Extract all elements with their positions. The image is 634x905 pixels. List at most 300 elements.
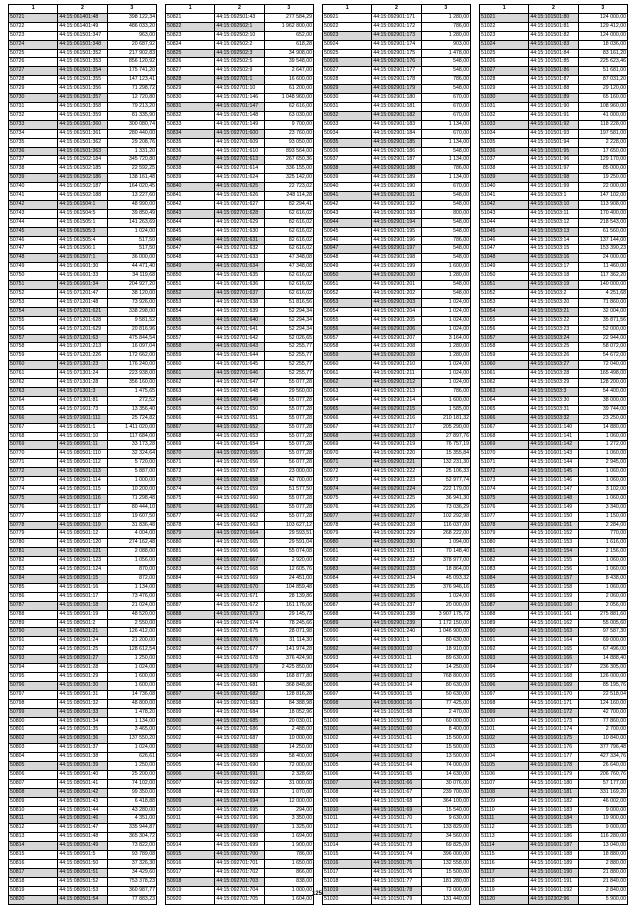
value-amount: 870,00 [107,566,156,575]
value-amount: 14 630,00 [421,770,470,779]
table-row [480,708,628,717]
entry-number: 50745 [9,227,58,236]
value-amount: 1 000,00 [107,477,156,486]
value-amount: 164 020,45 [107,183,156,192]
entry-number: 51034 [480,129,529,138]
table-row [323,583,471,592]
value-amount: 1 411 020,00 [107,423,156,432]
table-row [323,450,471,459]
entry-number: 51008 [323,788,372,797]
table-row [166,370,314,379]
entry-number: 50875 [166,494,215,503]
parcel-number: 44:15:101601:152 [529,530,578,539]
parcel-number: 44:15:092901:236 [372,592,421,601]
entry-number: 50926 [323,58,372,67]
value-amount: 62 616,02 [264,272,313,281]
entry-number: 50835 [166,138,215,147]
value-amount: 80 630,00 [421,637,470,646]
table-row [166,592,314,601]
table-row [166,254,314,263]
value-amount: 8 438,00 [578,575,627,584]
parcel-number: 44:15:092701:640 [215,316,264,325]
entry-number: 50892 [166,646,215,655]
parcel-number: 44:15:080501:42 [58,788,107,797]
entry-number: 50848 [166,254,215,263]
value-amount: 903,00 [421,40,470,49]
value-amount: 1 600,00 [421,263,470,272]
table-row [480,209,628,218]
table-row [480,405,628,414]
entry-number: 50839 [166,174,215,183]
entry-number: 50921 [323,13,372,22]
table-row [9,503,157,512]
parcel-number: 44:15:092901:209 [372,352,421,361]
table-row [166,672,314,681]
parcel-number: 44:15:101601:190 [529,868,578,877]
parcel-number: 44:15:101601:169 [529,681,578,690]
parcel-number: 44:15:101501:58 [372,708,421,717]
value-amount: 1 000,00 [264,886,313,895]
parcel-number: 44:15:080501:123 [58,557,107,566]
entry-number: 51099 [480,708,529,717]
entry-number: 50898 [166,699,215,708]
entry-number: 51079 [480,530,529,539]
parcel-number: 44:15:101501:99 [529,183,578,192]
value-amount: 52 294,34 [264,316,313,325]
entry-number: 50987 [323,601,372,610]
entry-number: 51100 [480,717,529,726]
value-amount: 89 630,00 [421,655,470,664]
table-row [9,797,157,806]
table-row [480,477,628,486]
parcel-number: 44:15:092901:195 [372,227,421,236]
parcel-number: 44:15:101601:156 [529,566,578,575]
parcel-number: 44:15:101503:12 [529,218,578,227]
parcel-number: 44:15:080501:118 [58,512,107,521]
parcel-number: 44:15:080501:53 [58,886,107,895]
value-amount: 753 378,23 [107,877,156,886]
parcel-number: 44:15:092701:688 [215,744,264,753]
entry-number: 50838 [166,165,215,174]
table-row [166,334,314,343]
value-amount: 1 056,00 [107,557,156,566]
value-amount: 41 000,00 [578,111,627,120]
entry-number: 50741 [9,192,58,201]
parcel-number: 44:15:092701:699 [215,842,264,851]
table-row [166,744,314,753]
entry-number: 51064 [480,396,529,405]
entry-number: 50728 [9,76,58,85]
parcel-number: 44:15:092701:656 [215,459,264,468]
value-amount: 548,00 [421,192,470,201]
entry-number: 51102 [480,735,529,744]
entry-number: 50754 [9,307,58,316]
entry-number: 50870 [166,450,215,459]
parcel-number: 44:15:101503:26 [529,352,578,361]
value-amount: 34 560,00 [421,833,470,842]
value-amount: 1 024,00 [421,592,470,601]
parcel-number: 44:15:071301:23 [58,361,107,370]
entry-number: 51061 [480,370,529,379]
value-amount: 1 134,00 [421,156,470,165]
table-row [9,183,157,192]
entry-number: 51048 [480,254,529,263]
table-row [166,815,314,824]
table-row [9,655,157,664]
parcel-number: 44:15:101601:191 [529,877,578,886]
table-row [480,13,628,22]
entry-number: 51106 [480,770,529,779]
parcel-number: 44:15:101601:159 [529,592,578,601]
entry-number: 51107 [480,779,529,788]
entry-number: 50753 [9,298,58,307]
parcel-number: 44:15:101501:76 [372,868,421,877]
value-amount: 61 200,00 [264,85,313,94]
parcel-number: 44:15:101601:155 [529,557,578,566]
entry-number: 50964 [323,396,372,405]
parcel-number: 44:15:092701:650 [215,405,264,414]
parcel-number: 44:15:092901:222 [372,468,421,477]
table-row [166,147,314,156]
entry-number: 51058 [480,343,529,352]
parcel-number: 44:15:061501:353 [58,58,107,67]
entry-number: 50880 [166,539,215,548]
table-row [166,13,314,22]
entry-number: 51076 [480,503,529,512]
parcel-number: 44:15:080501:38 [58,753,107,762]
value-amount: 46 002,00 [578,797,627,806]
parcel-number: 44:15:101501:89 [529,94,578,103]
parcel-number: 44:15:101601:179 [529,770,578,779]
parcel-number: 44:15:080501:5 [58,851,107,860]
parcel-number: 44:15:092901:206 [372,325,421,334]
entry-number: 50910 [166,806,215,815]
value-amount: 331 169,20 [578,788,627,797]
parcel-number: 44:15:092901:193 [372,209,421,218]
parcel-number: 44:15:093001:12 [372,664,421,673]
parcel-number: 44:15:071301:81 [58,396,107,405]
value-amount: 13 500,00 [421,753,470,762]
entry-number: 50858 [166,343,215,352]
entry-number: 51055 [480,316,529,325]
table-row [166,735,314,744]
value-amount: 963,00 [107,31,156,40]
entry-number: 50887 [166,601,215,610]
parcel-number: 44:15:080501:25 [58,646,107,655]
table-row [480,842,628,851]
parcel-number: 44:15:061501:348 [58,40,107,49]
entry-number: 50723 [9,31,58,40]
parcel-number: 44:15:092701:631 [215,236,264,245]
entry-number: 51004 [323,753,372,762]
table-row [9,619,157,628]
parcel-number: 44:15:092901:194 [372,218,421,227]
table-row [323,218,471,227]
table-row [323,361,471,370]
entry-number: 50995 [323,672,372,681]
table-row [480,557,628,566]
entry-number: 50742 [9,200,58,209]
table-row [9,459,157,468]
value-amount: 1 060,00 [578,468,627,477]
parcel-number: 44:15:092701:682 [215,690,264,699]
parcel-number: 44:15:101601:184 [529,815,578,824]
value-amount: 42 700,00 [578,708,627,717]
parcel-number: 44:15:101601:181 [529,788,578,797]
entry-number: 50954 [323,307,372,316]
value-amount: 62 616,02 [264,209,313,218]
entry-number: 51050 [480,272,529,281]
parcel-number: 44:15:061502:184 [58,156,107,165]
parcel-number: 44:15:101501:88 [529,85,578,94]
parcel-number: 44:15:092701:634 [215,263,264,272]
table-row [480,200,628,209]
entry-number: 50999 [323,708,372,717]
table-row [9,352,157,361]
parcel-number: 44:15:061501:361 [58,129,107,138]
value-amount: 18 880,00 [578,851,627,860]
value-amount: 29 560,00 [264,387,313,396]
entry-number: 50885 [166,583,215,592]
parcel-number: 44:15:092701:685 [215,717,264,726]
parcel-number: 44:15:080501:51 [58,868,107,877]
table-row [9,557,157,566]
entry-number: 51092 [480,646,529,655]
entry-number: 50808 [9,788,58,797]
entry-number: 51068 [480,432,529,441]
parcel-number: 44:15:092701:667 [215,557,264,566]
entry-number: 50736 [9,147,58,156]
parcel-number: 44:15:092901:238 [372,610,421,619]
table-row [166,566,314,575]
value-amount: 2 088,00 [107,548,156,557]
entry-number: 50943 [323,209,372,218]
table-row [9,414,157,423]
value-amount: 18 052,96 [264,708,313,717]
entry-number: 50863 [166,387,215,396]
value-amount: 217 902,83 [107,49,156,58]
table-row [166,441,314,450]
table-row [480,423,628,432]
parcel-number: 44:15:092701:695 [215,806,264,815]
entry-number: 51007 [323,779,372,788]
entry-number: 51017 [323,868,372,877]
parcel-number: 44:15:092701:628 [215,209,264,218]
value-amount: 62 616,02 [264,245,313,254]
table-row [166,156,314,165]
parcel-number: 44:15:101601:144 [529,459,578,468]
entry-number: 50968 [323,432,372,441]
entry-number: 50806 [9,770,58,779]
value-amount: 4 251,68 [578,290,627,299]
value-amount: 48 520,00 [107,610,156,619]
entry-number: 51005 [323,762,372,771]
entry-number: 50962 [323,379,372,388]
value-amount: 48 990,00 [107,200,156,209]
table-row [9,156,157,165]
value-amount: 11 460,00 [578,263,627,272]
table-row [9,548,157,557]
parcel-number: 44:15:092901:204 [372,307,421,316]
value-amount: 670,00 [421,102,470,111]
entry-number: 51020 [323,895,372,904]
parcel-number: 44:15:092701:687 [215,735,264,744]
parcel-number: 44:15:061501:356 [58,85,107,94]
table-row [323,521,471,530]
parcel-number: 44:15:101601:167 [529,664,578,673]
value-amount: 3 340,00 [578,503,627,512]
value-amount: 73 476,00 [107,592,156,601]
table-row [166,290,314,299]
value-amount: 1 331,20 [107,147,156,156]
entry-number: 50750 [9,272,58,281]
table-row [9,67,157,76]
table-row [9,672,157,681]
value-amount: 548,00 [421,218,470,227]
table-row [323,477,471,486]
value-amount: 38 120,00 [107,290,156,299]
entry-number: 50877 [166,512,215,521]
value-amount: 786,00 [421,22,470,31]
value-amount: 23 760,00 [264,129,313,138]
parcel-number: 44:15:061502:186 [58,174,107,183]
parcel-number: 44:15:101503:17 [529,263,578,272]
entry-number: 50770 [9,450,58,459]
entry-number: 50776 [9,503,58,512]
entry-number: 50821 [166,13,215,22]
parcel-number: 44:15:092701:638 [215,298,264,307]
parcel-number: 44:15:092701:672 [215,601,264,610]
entry-number: 51012 [323,824,372,833]
header-row [480,5,628,14]
value-amount: 52 294,34 [264,325,313,334]
value-amount: 97 587,30 [578,628,627,637]
entry-number: 50930 [323,94,372,103]
value-amount: 670,00 [421,94,470,103]
value-amount: 138 161,48 [107,174,156,183]
table-row [166,851,314,860]
value-amount: 248 114,28 [264,192,313,201]
table-row [166,361,314,370]
parcel-number: 44:15:092701:705 [215,895,264,904]
parcel-number: 44:15:080501:21 [58,628,107,637]
parcel-number: 44:15:101601:180 [529,779,578,788]
entry-number: 50866 [166,414,215,423]
value-amount: 71 298,72 [107,85,156,94]
value-amount: 44 471,40 [107,263,156,272]
parcel-number: 44:15:092701:671 [215,592,264,601]
value-amount: 80 630,00 [421,681,470,690]
register-table [479,4,628,905]
parcel-number: 44:15:101601:188 [529,851,578,860]
table-row [480,387,628,396]
entry-number: 50832 [166,111,215,120]
value-amount: 48 800,00 [107,699,156,708]
entry-number: 50722 [9,22,58,31]
entry-number: 50785 [9,583,58,592]
parcel-number: 44:15:092701:655 [215,450,264,459]
parcel-number: 44:15:080501:116 [58,494,107,503]
value-amount: 62 616,02 [264,290,313,299]
value-amount: 1 280,00 [421,13,470,22]
parcel-number: 44:15:080501:36 [58,735,107,744]
entry-number: 51115 [480,851,529,860]
entry-number: 51024 [480,40,529,49]
value-amount: 398 122,34 [107,13,156,22]
entry-number: 51003 [323,744,372,753]
entry-number: 51000 [323,717,372,726]
parcel-number: 44:15:080501:52 [58,877,107,886]
table-row [480,174,628,183]
table-row [323,592,471,601]
value-amount: 2 840,00 [578,886,627,895]
parcel-number: 44:15:092901:211 [372,370,421,379]
value-amount: 670,00 [421,129,470,138]
value-amount: 1 478,00 [421,49,470,58]
entry-number: 51042 [480,200,529,209]
entry-number: 50889 [166,619,215,628]
parcel-number: 44:15:092701:677 [215,646,264,655]
parcel-number: 44:15:092701:692 [215,779,264,788]
parcel-number: 44:15:101601:171 [529,699,578,708]
value-amount: 19 250,00 [578,174,627,183]
parcel-number: 44:15:092901:203 [372,298,421,307]
value-amount: 147 123,41 [107,76,156,85]
parcel-number: 44:15:092701:635 [215,272,264,281]
entry-number: 51052 [480,290,529,299]
table-row [166,575,314,584]
entry-number: 50996 [323,681,372,690]
entry-number: 50914 [166,842,215,851]
entry-number: 51118 [480,877,529,886]
entry-number: 50731 [9,102,58,111]
value-amount: 84 388,98 [264,699,313,708]
parcel-number: 44:15:092701:681 [215,681,264,690]
parcel-number: 44:15:071601:111 [58,414,107,423]
table-row [166,102,314,111]
parcel-number: 44:15:092701:652 [215,423,264,432]
entry-number: 50724 [9,40,58,49]
parcel-number: 44:15:092701:673 [215,610,264,619]
table-row [9,877,157,886]
value-amount: 16 097,04 [107,343,156,352]
table-row [9,361,157,370]
entry-number: 50815 [9,851,58,860]
parcel-number: 44:15:080501:1 [58,423,107,432]
value-amount: 131 440,00 [421,895,470,904]
parcel-number: 44:15:071201:628 [58,316,107,325]
table-row [323,414,471,423]
value-amount: 2 945,00 [578,459,627,468]
value-amount: 33 173,28 [107,441,156,450]
entry-number: 50788 [9,610,58,619]
table-row [480,699,628,708]
value-amount: 82 616,02 [264,236,313,245]
entry-number: 51046 [480,236,529,245]
parcel-number: 44:15:080501:110 [58,450,107,459]
table-row [9,102,157,111]
value-amount: 51 577,50 [264,485,313,494]
entry-number: 51023 [480,31,529,40]
parcel-number: 44:15:092901:201 [372,281,421,290]
parcel-number: 44:15:101503:16 [529,254,578,263]
value-amount: 210 181,32 [421,414,470,423]
entry-number: 50813 [9,833,58,842]
parcel-number: 44:15:071201:48 [58,298,107,307]
value-amount: 205 290,00 [421,423,470,432]
parcel-number: 44:15:092701:669 [215,575,264,584]
value-amount: 2 284,00 [578,521,627,530]
